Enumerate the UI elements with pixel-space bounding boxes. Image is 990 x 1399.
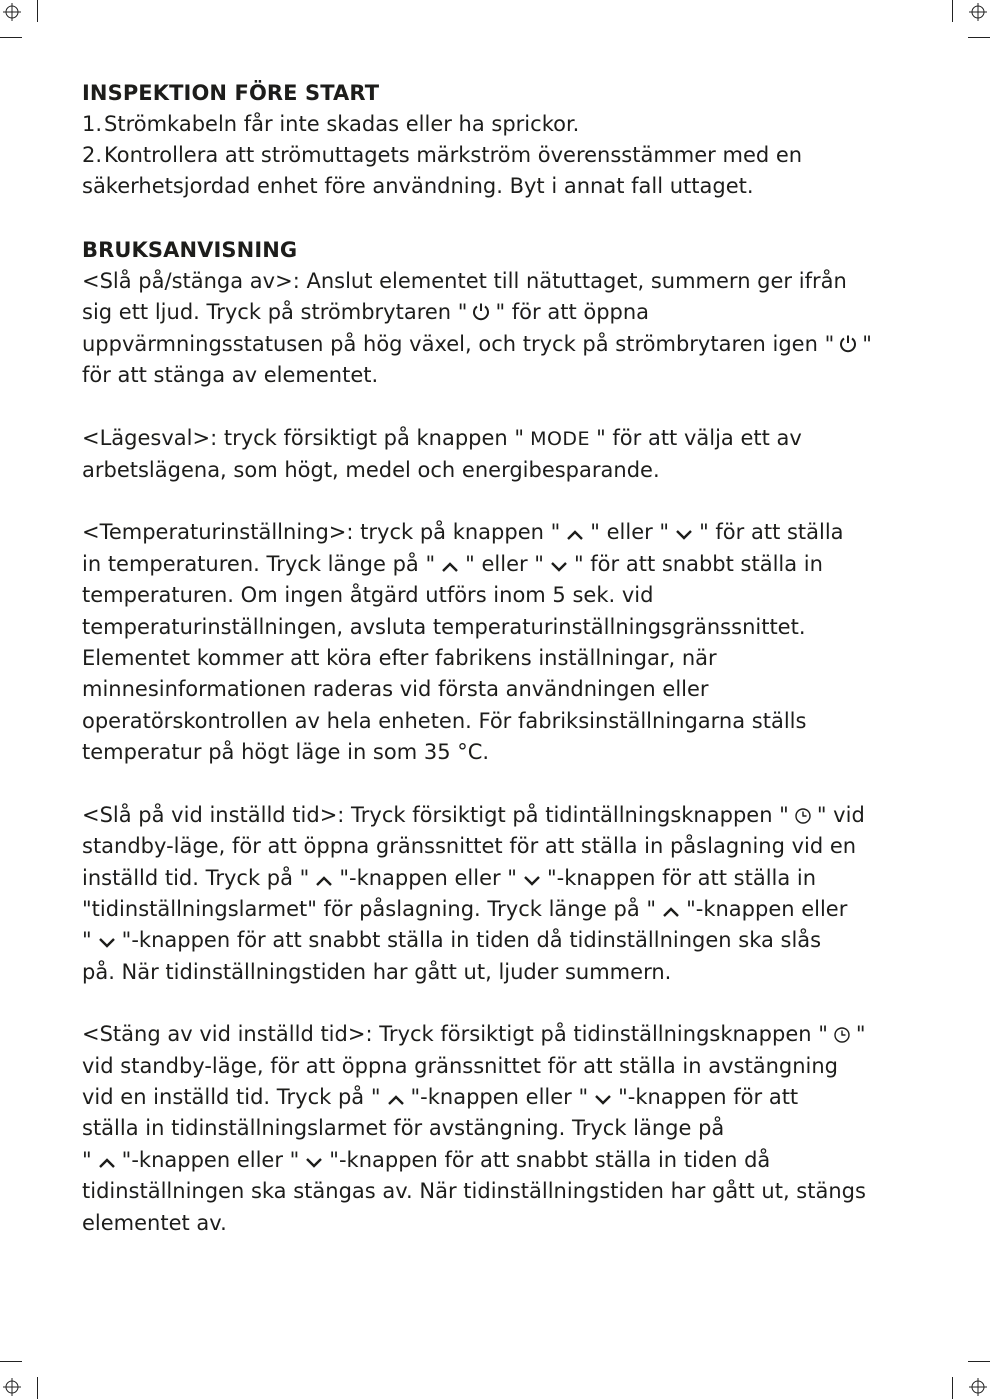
timer-icon	[794, 807, 812, 825]
registration-mark-icon	[3, 1378, 21, 1396]
text-line: "tidinställningslarmet" för påslagning. Tryck länge på " "-knappen eller	[82, 896, 848, 921]
list-item	[82, 140, 912, 171]
chevron-up-icon	[314, 874, 334, 888]
chevron-up-icon	[97, 1156, 117, 1170]
text-line: <Slå på vid inställd tid>: Tryck försiktigt på tidintällningsknappen " " vid	[82, 802, 865, 827]
power-icon	[472, 302, 490, 322]
text-line: standby-läge, för att öppna gränssnittet för att ställa in påslagning vid en	[82, 834, 857, 859]
paragraph-temperature	[82, 517, 912, 768]
text-line: <Stäng av vid inställd tid>: Tryck försiktigt på tidinställningsknappen " "	[82, 1022, 866, 1047]
text-line: temperaturen. Om ingen åtgärd utförs inom 5 sek. vid	[82, 583, 654, 608]
list-text: Strömkabeln får inte skadas eller ha sprickor.	[104, 112, 580, 136]
registration-mark-icon	[969, 3, 987, 21]
text-line: <Lägesval>: tryck försiktigt på knappen " MODE " för att välja ett av	[82, 425, 802, 450]
text-line: tidinställningen ska stängas av. När tidinställningstiden har gått ut, stängs	[82, 1179, 866, 1204]
power-icon	[839, 334, 857, 354]
list-text: säkerhetsjordad enhet före användning. Byt i annat fall uttaget.	[82, 174, 754, 198]
document-body	[82, 78, 912, 1239]
paragraph-timer-off	[82, 1019, 912, 1239]
chevron-up-icon	[565, 528, 585, 542]
text-line: in temperaturen. Tryck länge på " " eller " " för att snabbt ställa in	[82, 551, 823, 576]
text-line: arbetslägena, som högt, medel och energibesparande.	[82, 458, 660, 483]
text-line: temperaturinställningen, avsluta temperaturinställningsgränssnittet.	[82, 614, 806, 639]
list-text: Kontrollera att strömuttagets märkström överensstämmer med en	[104, 143, 803, 167]
text-line: " "-knappen för att snabbt ställa in tiden då tidinställningen ska slås	[82, 928, 822, 953]
list-number: 1.	[82, 112, 103, 136]
chevron-up-icon	[661, 905, 681, 919]
section-heading-instructions: BRUKSANVISNING	[82, 238, 298, 262]
list-item	[82, 109, 912, 140]
text-line: operatörskontrollen av hela enheten. För fabriksinställningarna ställs	[82, 708, 807, 733]
list-number: 2.	[82, 143, 103, 167]
chevron-up-icon	[386, 1093, 406, 1107]
chevron-down-icon	[674, 528, 694, 542]
inspection-list	[82, 109, 912, 202]
registration-mark-icon	[3, 3, 21, 21]
text-line: vid en inställd tid. Tryck på " "-knappen eller " "-knappen för att	[82, 1084, 799, 1109]
text-line: på. När tidinställningstiden har gått ut, ljuder summern.	[82, 959, 672, 984]
chevron-up-icon	[440, 560, 460, 574]
text-line: sig ett ljud. Tryck på strömbrytaren " " för att öppna	[82, 300, 650, 325]
chevron-down-icon	[549, 560, 569, 574]
text-line: minnesinformationen raderas vid första användningen eller	[82, 677, 709, 702]
text-line: uppvärmningsstatusen på hög växel, och tryck på strömbrytaren igen " "	[82, 331, 872, 356]
text-line: <Temperaturinställning>: tryck på knappen " " eller " " för att ställa	[82, 520, 844, 545]
text-line: <Slå på/stänga av>: Anslut elementet till nätuttaget, summern ger ifrån	[82, 269, 847, 293]
chevron-down-icon	[304, 1156, 324, 1170]
chevron-down-icon	[593, 1093, 613, 1107]
text-line: Elementet kommer att köra efter fabrikens inställningar, när	[82, 646, 717, 671]
paragraph-timer-on	[82, 800, 912, 988]
paragraph-power	[82, 266, 912, 392]
section-heading-inspection: INSPEKTION FÖRE START	[82, 81, 380, 105]
text-line: ställa in tidinställningslarmet för avstängning. Tryck länge på	[82, 1116, 725, 1141]
text-line: för att stänga av elementet.	[82, 363, 379, 388]
paragraph-mode	[82, 423, 912, 487]
text-line: vid standby-läge, för att öppna gränssnittet för att ställa in avstängning	[82, 1053, 839, 1078]
list-item-continuation	[82, 171, 912, 202]
chevron-down-icon	[522, 874, 542, 888]
text-line: temperatur på högt läge in som 35 °C.	[82, 740, 490, 765]
text-line: elementet av.	[82, 1210, 227, 1235]
registration-mark-icon	[969, 1378, 987, 1396]
timer-icon	[833, 1026, 851, 1044]
chevron-down-icon	[97, 936, 117, 950]
text-line: inställd tid. Tryck på " "-knappen eller " "-knappen för att ställa in	[82, 865, 817, 890]
mode-button-label: MODE	[530, 427, 591, 450]
text-line: " "-knappen eller " "-knappen för att snabbt ställa in tiden då	[82, 1147, 771, 1172]
